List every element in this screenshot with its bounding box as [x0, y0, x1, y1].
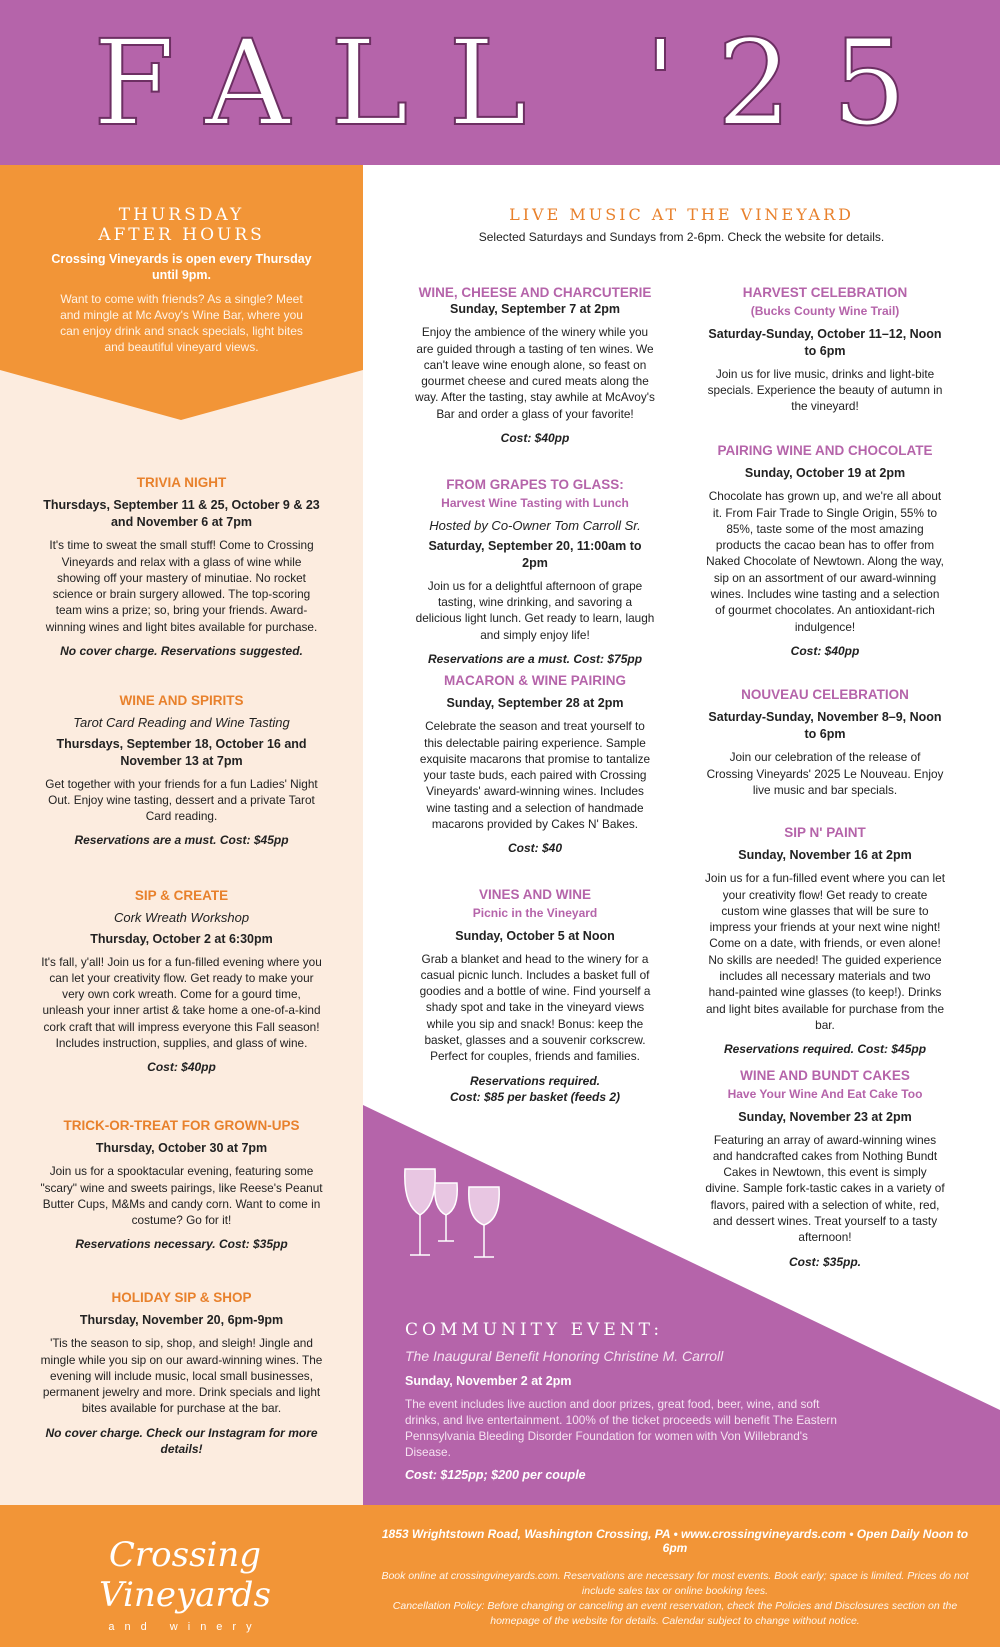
- event-description: It's time to sweat the small stuff! Come to Crossing Vineyards and relax with a glass of wine while showing off your mastery of minutiae. No rocket science or brain surgery allowed. The top-scoring team wins a prize; so, bring your friends. Award-winning wines and light bites available for purchase.: [45, 538, 318, 634]
- thursday-after-hours-panel: [0, 165, 363, 437]
- event-host: Hosted by Co-Owner Tom Carroll Sr.: [429, 517, 641, 533]
- header-banner: [0, 0, 1000, 165]
- event-wine-chocolate: [705, 443, 945, 659]
- event-description: Join us for a fun-filled event where you can let your creativity flow! Get ready to create custom wine glasses that will be sure to impress your friends at your next wine night! Come on a date, with friends, or even alone! No skills are needed! The guided experience includes all necessary materials and two hand-painted wine glasses (to keep!). Drinks and light bites available for purchase from the bar.: [705, 871, 946, 1032]
- footer-cancellation-policy: Cancellation Policy: Before changing or canceling an event reservation, check the Policies and Disclosures section on the homepage of the website for details. Calendar subject to change without notice.: [392, 1600, 958, 1627]
- event-title: MACARON & WINE PAIRING: [444, 673, 626, 688]
- thursday-hours: Crossing Vineyards is open every Thursday until 9pm.: [51, 252, 312, 282]
- event-sip-and-create: [40, 888, 323, 1076]
- event-cost: Reservations are a must. Cost: $45pp: [74, 833, 289, 848]
- event-subtitle: Have Your Wine And Eat Cake Too: [727, 1087, 923, 1102]
- community-subtitle: The Inaugural Benefit Honoring Christine M. Carroll: [405, 1348, 724, 1364]
- event-date: Saturday-Sunday, October 11–12, Noon to 6pm: [708, 326, 942, 358]
- event-macaron-pairing: [415, 673, 655, 857]
- live-music-heading: LIVE MUSIC AT THE VINEYARD: [509, 205, 854, 224]
- thursday-description: Want to come with friends? As a single? Meet and mingle at Mc Avoy's Wine Bar, where you can enjoy drink and snack specials, light bites and beautiful vineyard views.: [60, 292, 303, 354]
- event-title: TRIVIA NIGHT: [136, 475, 227, 490]
- event-description: Join us for a delightful afternoon of grape tasting, wine drinking, and savoring a delicious light lunch. Get ready to learn, laugh and simply enjoy life!: [415, 578, 655, 642]
- event-cost: Cost: $40: [507, 841, 563, 856]
- event-wine-and-spirits: [40, 693, 323, 849]
- event-cost: Cost: $40pp: [147, 1060, 216, 1075]
- event-description: Celebrate the season and treat yourself to this delectable pairing experience. Sample exquisite macarons that promise to tantalize your taste buds, each paired with Crossing Vineyards' award-winning wines. Includes wine tasting and a selection of handmade macarons provided by Cakes N' Bakes.: [419, 719, 651, 832]
- event-description: Join us for a spooktacular evening, featuring some "scary" wine and sweets pairings, like Reese's Peanut Butter Cups, M&Ms and candy corn. Want to come in costume? Go for it!: [40, 1164, 323, 1228]
- event-nouveau-celebration: [705, 687, 945, 806]
- event-title: PAIRING WINE AND CHOCOLATE: [717, 443, 933, 458]
- event-harvest-celebration: [705, 285, 945, 422]
- community-date: Sunday, November 2 at 2pm: [405, 1374, 572, 1388]
- event-description: Chocolate has grown up, and we're all about it. From Fair Trade to Single Origin, 55% to 85%, taste some of the most amazing products the cacao bean has to offer from Naked Chocolate of Newtown. Along the way, sip on an assortment of our award-winning wines. Includes wine tasting and a selection of gourmet chocolates. An antioxidant-rich indulgence!: [706, 489, 944, 634]
- event-date: Sunday, September 7 at 2pm: [450, 302, 620, 317]
- footer: [0, 1505, 1000, 1647]
- event-date: Sunday, November 23 at 2pm: [738, 1109, 912, 1124]
- event-title: WINE AND BUNDT CAKES: [740, 1068, 910, 1083]
- event-sip-n-paint: [705, 825, 945, 1058]
- event-trivia-night: [40, 475, 323, 659]
- logo-subtext: and winery: [108, 1621, 262, 1633]
- event-date: Saturday, September 20, 11:00am to 2pm: [428, 538, 642, 570]
- event-cost: Cost: $35pp.: [788, 1254, 861, 1269]
- event-title: TRICK-OR-TREAT FOR GROWN-UPS: [63, 1118, 300, 1133]
- event-date: Sunday, October 19 at 2pm: [744, 466, 906, 481]
- event-date: Thursdays, September 18, October 16 and November 13 at 7pm: [56, 736, 307, 768]
- footer-address[interactable]: 1853 Wrightstown Road, Washington Crossing, PA • www.crossingvineyards.com • Open Daily Noon to 6pm: [381, 1527, 969, 1555]
- event-subtitle: Harvest Wine Tasting with Lunch: [441, 496, 629, 511]
- event-grapes-to-glass: [415, 477, 655, 667]
- community-heading: COMMUNITY EVENT:: [405, 1320, 664, 1340]
- live-music-subheading: Selected Saturdays and Sundays from 2-6pm. Check the website for details.: [478, 230, 885, 244]
- event-cost: Reservations required.: [469, 1073, 601, 1088]
- event-holiday-sip-shop: [40, 1290, 323, 1457]
- event-date: Thursdays, September 11 & 25, October 9 & 23 and November 6 at 7pm: [43, 498, 320, 530]
- event-wine-cheese: [415, 285, 655, 446]
- event-subtitle: (Bucks County Wine Trail): [750, 304, 900, 319]
- event-cost: Reservations necessary. Cost: $35pp: [75, 1237, 288, 1252]
- event-cost: No cover charge. Reservations suggested.: [60, 644, 303, 659]
- event-title: NOUVEAU CELEBRATION: [741, 687, 909, 702]
- main-content: [363, 165, 1000, 1505]
- wine-glasses-icon: [403, 1165, 503, 1265]
- event-date: Saturday-Sunday, November 8–9, Noon to 6pm: [708, 710, 942, 742]
- event-trick-or-treat: [40, 1118, 323, 1253]
- event-title: HOLIDAY SIP & SHOP: [111, 1290, 252, 1305]
- page-title: FALL '25: [93, 13, 947, 152]
- event-date: Sunday, November 16 at 2pm: [738, 848, 912, 863]
- event-cost: Reservations required. Cost: $45pp: [723, 1042, 927, 1057]
- event-subtitle: Picnic in the Vineyard: [472, 906, 598, 921]
- event-title: FROM GRAPES TO GLASS:: [446, 477, 624, 492]
- event-description: Grab a blanket and head to the winery for a casual picnic lunch. Includes a basket full of goodies and a bottle of wine. Find yourself a shady spot and take in the vineyard views while you sip and snack! Bonus: keep the basket, glasses and a souvenir corkscrew. Perfect for couples, friends and families.: [419, 951, 651, 1064]
- event-date: Thursday, October 30 at 7pm: [95, 1141, 268, 1156]
- event-wine-bundt-cakes: [705, 1068, 945, 1270]
- event-title: WINE AND SPIRITS: [119, 693, 244, 708]
- event-description: Join us for live music, drinks and light-bite specials. Experience the beauty of autumn in the vineyard!: [707, 366, 943, 414]
- event-cost: Cost: $40pp: [790, 643, 860, 658]
- thursday-title-line1: THURSDAY: [118, 205, 245, 225]
- community-cost: Cost: $125pp; $200 per couple: [405, 1468, 586, 1482]
- crossing-vineyards-logo: [50, 1535, 320, 1633]
- event-title: SIP & CREATE: [134, 888, 229, 903]
- event-description: 'Tis the season to sip, shop, and sleigh! Jingle and mingle while you sip on our award-winning wines. The evening will include music, local small businesses, permanent jewelry and more. Drink specials and light bites available for purchase at the bar.: [40, 1336, 323, 1416]
- event-cost: Reservations are a must. Cost: $75pp: [427, 652, 643, 667]
- left-column: [0, 165, 363, 1505]
- event-description: Join our celebration of the release of Crossing Vineyards' 2025 Le Nouveau. Enjoy live music and bar specials.: [706, 750, 944, 797]
- event-subtitle: Tarot Card Reading and Wine Tasting: [73, 715, 290, 731]
- event-date: Thursday, November 20, 6pm-9pm: [79, 1313, 284, 1328]
- event-description: It's fall, y'all! Join us for a fun-filled evening where you can let your creativity flow. Get ready to make your very own cork wreath. Come for a gourd time, unleash your inner artist & take home a one-of-a-kind cork craft that will impress everyone this Fall season! Includes instruction, supplies, and glass of wine.: [41, 954, 322, 1051]
- event-title: VINES AND WINE: [478, 887, 591, 902]
- thursday-title-line2: AFTER HOURS: [98, 225, 265, 245]
- event-date: Sunday, September 28 at 2pm: [446, 696, 624, 711]
- footer-info: [375, 1527, 975, 1629]
- event-description: Enjoy the ambience of the winery while you are guided through a tasting of ten wines. We can't leave wine enough alone, so feast on gourmet cheese and cured meats along the way. After the tasting, stay awhile at McAvoy's Bar and order a glass of your favorite!: [415, 325, 655, 421]
- event-description: Featuring an array of award-winning wines and handcrafted cakes from Nothing Bundt Cakes in Newtown, this event is simply divine. Sample fork-tastic cakes in a variety of flavors, paired with a selection of white, red, and dessert wines. Treat yourself to a tasty afternoon!: [705, 1132, 945, 1245]
- event-description: Get together with your friends for a fun Ladies' Night Out. Enjoy wine tasting, dessert and a private Tarot Card reading.: [45, 776, 318, 824]
- footer-booking-note: Book online at crossingvineyards.com. Reservations are necessary for most events. Book early; space is limited. Prices do not include sales tax or online booking fees.: [381, 1570, 969, 1597]
- event-vines-and-wine: [415, 887, 655, 1105]
- logo-text: Crossing Vineyards: [99, 1535, 271, 1615]
- community-event: [405, 1320, 845, 1482]
- event-cost: Cost: $40pp: [500, 431, 570, 446]
- event-cost-detail: Cost: $85 per basket (feeds 2): [449, 1089, 621, 1104]
- event-title: SIP N' PAINT: [784, 825, 866, 840]
- event-date: Sunday, October 5 at Noon: [455, 928, 615, 943]
- event-date: Thursday, October 2 at 6:30pm: [90, 931, 273, 946]
- event-subtitle: Cork Wreath Workshop: [113, 910, 250, 926]
- live-music-header: [363, 205, 1000, 244]
- event-title: WINE, CHEESE AND CHARCUTERIE: [418, 285, 652, 300]
- community-description: The event includes live auction and door prizes, great food, beer, wine, and soft drinks, and live entertainment. 100% of the ticket proceeds will benefit The Eastern Pennsylvania Bleeding Disorder Foundation for women with Von Willebrand's Disease.: [405, 1397, 837, 1459]
- event-cost: No cover charge. Check our Instagram for more details!: [45, 1425, 318, 1457]
- event-title: HARVEST CELEBRATION: [742, 285, 908, 300]
